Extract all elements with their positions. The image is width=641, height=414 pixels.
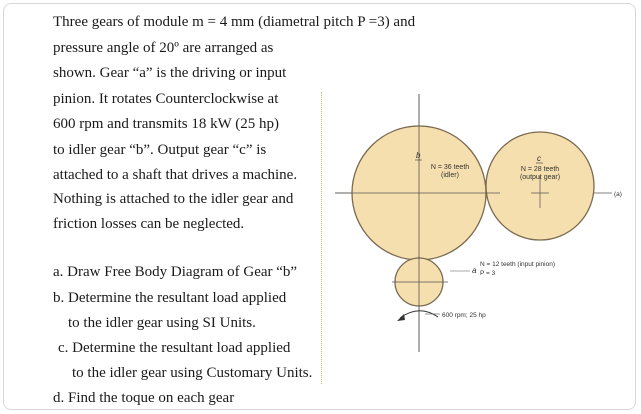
gear-b-teeth: N = 36 teeth [430,164,470,171]
gear-a-letter: a [472,266,477,275]
figure-tag: (a) [614,191,622,198]
problem-line: shown. Gear “a” is the driving or input [53,65,287,81]
problem-line: 600 rpm and transmits 18 kW (25 hp) [53,116,279,132]
gear-c [486,132,594,240]
question-item: c. Determine the resultant load applied [58,340,291,356]
problem-line: pinion. It rotates Counterclockwise at [53,91,279,107]
gear-a [392,256,555,352]
question-item: to the idler gear using Customary Units. [72,365,313,381]
question-item: a. Draw Free Body Diagram of Gear “b” [53,264,298,280]
problem-line: friction losses can be neglected. [53,216,245,232]
gear-c-letter: c [537,154,541,163]
question-item: d. Find the toque on each gear [53,390,235,406]
gear-b [335,94,500,285]
rotation-arrowhead [397,314,405,321]
problem-line: Three gears of module m = 4 mm (diametral pitch P =3) and [53,14,416,30]
question-item: b. Determine the resultant load applied [53,290,287,306]
question-item: to the idler gear using SI Units. [68,315,256,331]
problem-line: to idler gear “b”. Output gear “c” is [53,142,267,158]
problem-line: pressure angle of 20º are arranged as [53,40,274,56]
gear-b-role: (idler) [441,172,459,179]
gear-c-role: (output gear) [519,174,561,181]
speed-label: 600 rpm; 25 hp [442,312,486,319]
problem-line: Nothing is attached to the idler gear and [53,191,294,207]
gear-c-teeth: N = 28 teeth [520,166,560,173]
gear-b-letter: b [416,151,421,160]
gear-a-pitch: P = 3 [480,270,496,277]
problem-line: attached to a shaft that drives a machine. [53,167,298,183]
gear-a-teeth: N = 12 teeth (input pinion) [480,261,555,268]
